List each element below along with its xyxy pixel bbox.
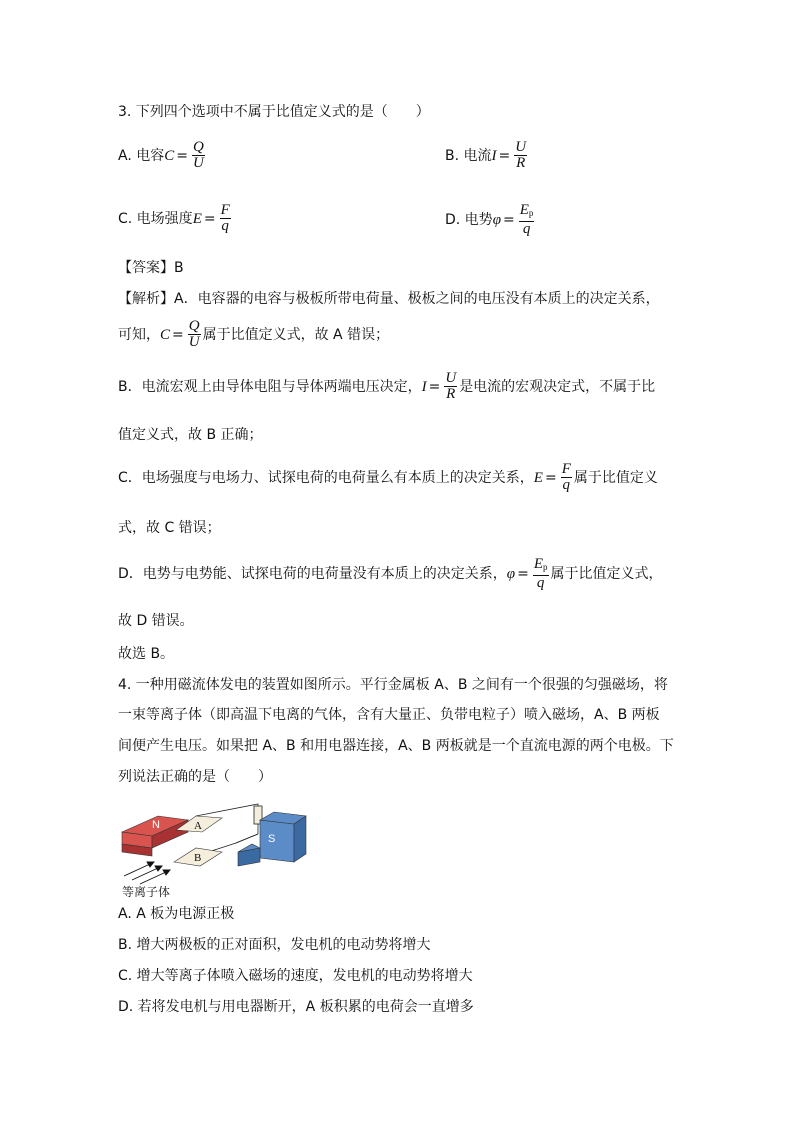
q3-option-b-symbol: I (491, 147, 497, 164)
north-label: N (152, 819, 160, 831)
q3-option-b-fraction (514, 140, 527, 171)
q3-option-b: B. 电流 I = $\frac{U}{R}$ (445, 139, 527, 171)
q4-stem-line2: 一束等离子体（即高温下电离的气体，含有大量正、负带电粒子）喷入磁场，A、B 两板 (118, 707, 660, 723)
q3-analysis-d-line2: 故 D 错误。 (118, 613, 194, 629)
q3-option-c-symbol: E (192, 210, 202, 227)
q3-option-a-label: A. 电容 (118, 147, 165, 164)
q4-option-b: B. 增大两极板的正对面积，发电机的电动势将增大 (118, 937, 431, 953)
q4-option-a: A. A 板为电源正极 (118, 906, 235, 922)
q3-option-b-numerator: U (515, 139, 527, 155)
q3-option-d-symbol: φ (492, 212, 501, 228)
plate-a-label: A (194, 820, 202, 832)
q3-option-b-denominator: R (516, 155, 526, 171)
mhd-generator-figure (118, 798, 318, 898)
q4-stem-line3: 间便产生电压。如果把 A、B 和用电器连接，A、B 两板就是一个直流电源的两个电极。下 (118, 738, 674, 754)
q3-option-c-label: C. 电场强度 (118, 210, 193, 227)
south-label: S (268, 833, 276, 845)
q3-analysis-c-line2: 式，故 C 错误； (118, 520, 221, 536)
q3-stem: 3. 下列四个选项中不属于比值定义式的是（ ） (118, 104, 430, 120)
plasma-caption: 等离子体 (122, 885, 171, 898)
q3-option-d-numerator: $E_p$ (519, 203, 535, 222)
plate-b-label: B (194, 852, 202, 864)
q3-analysis-a-line2: 可知， C = $\frac{Q}{U}$ 属于比值定义式，故 A 错误； (118, 318, 390, 350)
q3-option-c: C. 电场强度 E = $\frac{F}{q}$ (118, 202, 230, 234)
q3-option-a: A. 电容 C = $\frac{Q}{U}$ (118, 139, 204, 171)
q4-stem-line4: 列说法正确的是（ ） (118, 769, 272, 785)
q3-option-c-denominator: q (221, 218, 229, 234)
q3-analysis-b-line1: B．电流宏观上由导体电阻与导体两端电压决定， I = $\frac{U}{R}$ 是电流的宏观决定式，不属于比 (118, 370, 656, 402)
q3-option-c-numerator: F (220, 202, 230, 218)
q4-option-c: C. 增大等离子体喷入磁场的速度，发电机的电动势将增大 (118, 968, 473, 984)
q3-option-d-fraction (519, 203, 535, 237)
q3-option-d-denominator: q (522, 221, 531, 237)
q3-analysis-c-line1: C．电场强度与电场力、试探电荷的电荷量么有本质上的决定关系， E = $\frac{F}{q}$ 属于比值定义 (118, 461, 658, 493)
q3-conclusion: 故选 B。 (118, 646, 175, 662)
q3-option-d-label: D. 电势 (445, 212, 493, 228)
q3-analysis-b-line2: 值定义式，故 B 正确； (118, 427, 263, 443)
q3-option-c-fraction (220, 203, 231, 234)
q4-option-d: D. 若将发电机与用电器断开，A 板积累的电荷会一直增多 (118, 999, 474, 1015)
plate-b (174, 848, 222, 866)
south-magnet (238, 812, 306, 866)
q3-answer: 【答案】B (118, 260, 184, 276)
q3-option-a-denominator: U (192, 155, 204, 171)
q3-analysis-a-line1: 【解析】A．电容器的电容与极板所带电荷量、极板之间的电压没有本质上的决定关系， (118, 291, 660, 307)
q4-stem-line1: 4. 一种用磁流体发电的装置如图所示。平行金属板 A、B 之间有一个很强的匀强磁场，将 (118, 677, 668, 693)
north-magnet (122, 816, 188, 856)
q3-analysis-d-line1: D．电势与电势能、试探电荷的电荷量没有本质上的决定关系， φ = $\frac{E_p}{q}$ 属于比值定义式， (118, 556, 663, 591)
plasma-arrows (124, 862, 170, 884)
q3-option-d: D. 电势 φ = $\frac{E_p}{q}$ (445, 202, 534, 237)
q3-option-a-symbol: C (164, 147, 175, 164)
q3-option-b-label: B. 电流 (445, 147, 492, 164)
q3-option-a-fraction (192, 140, 205, 171)
q3-option-a-numerator: Q (192, 139, 204, 155)
